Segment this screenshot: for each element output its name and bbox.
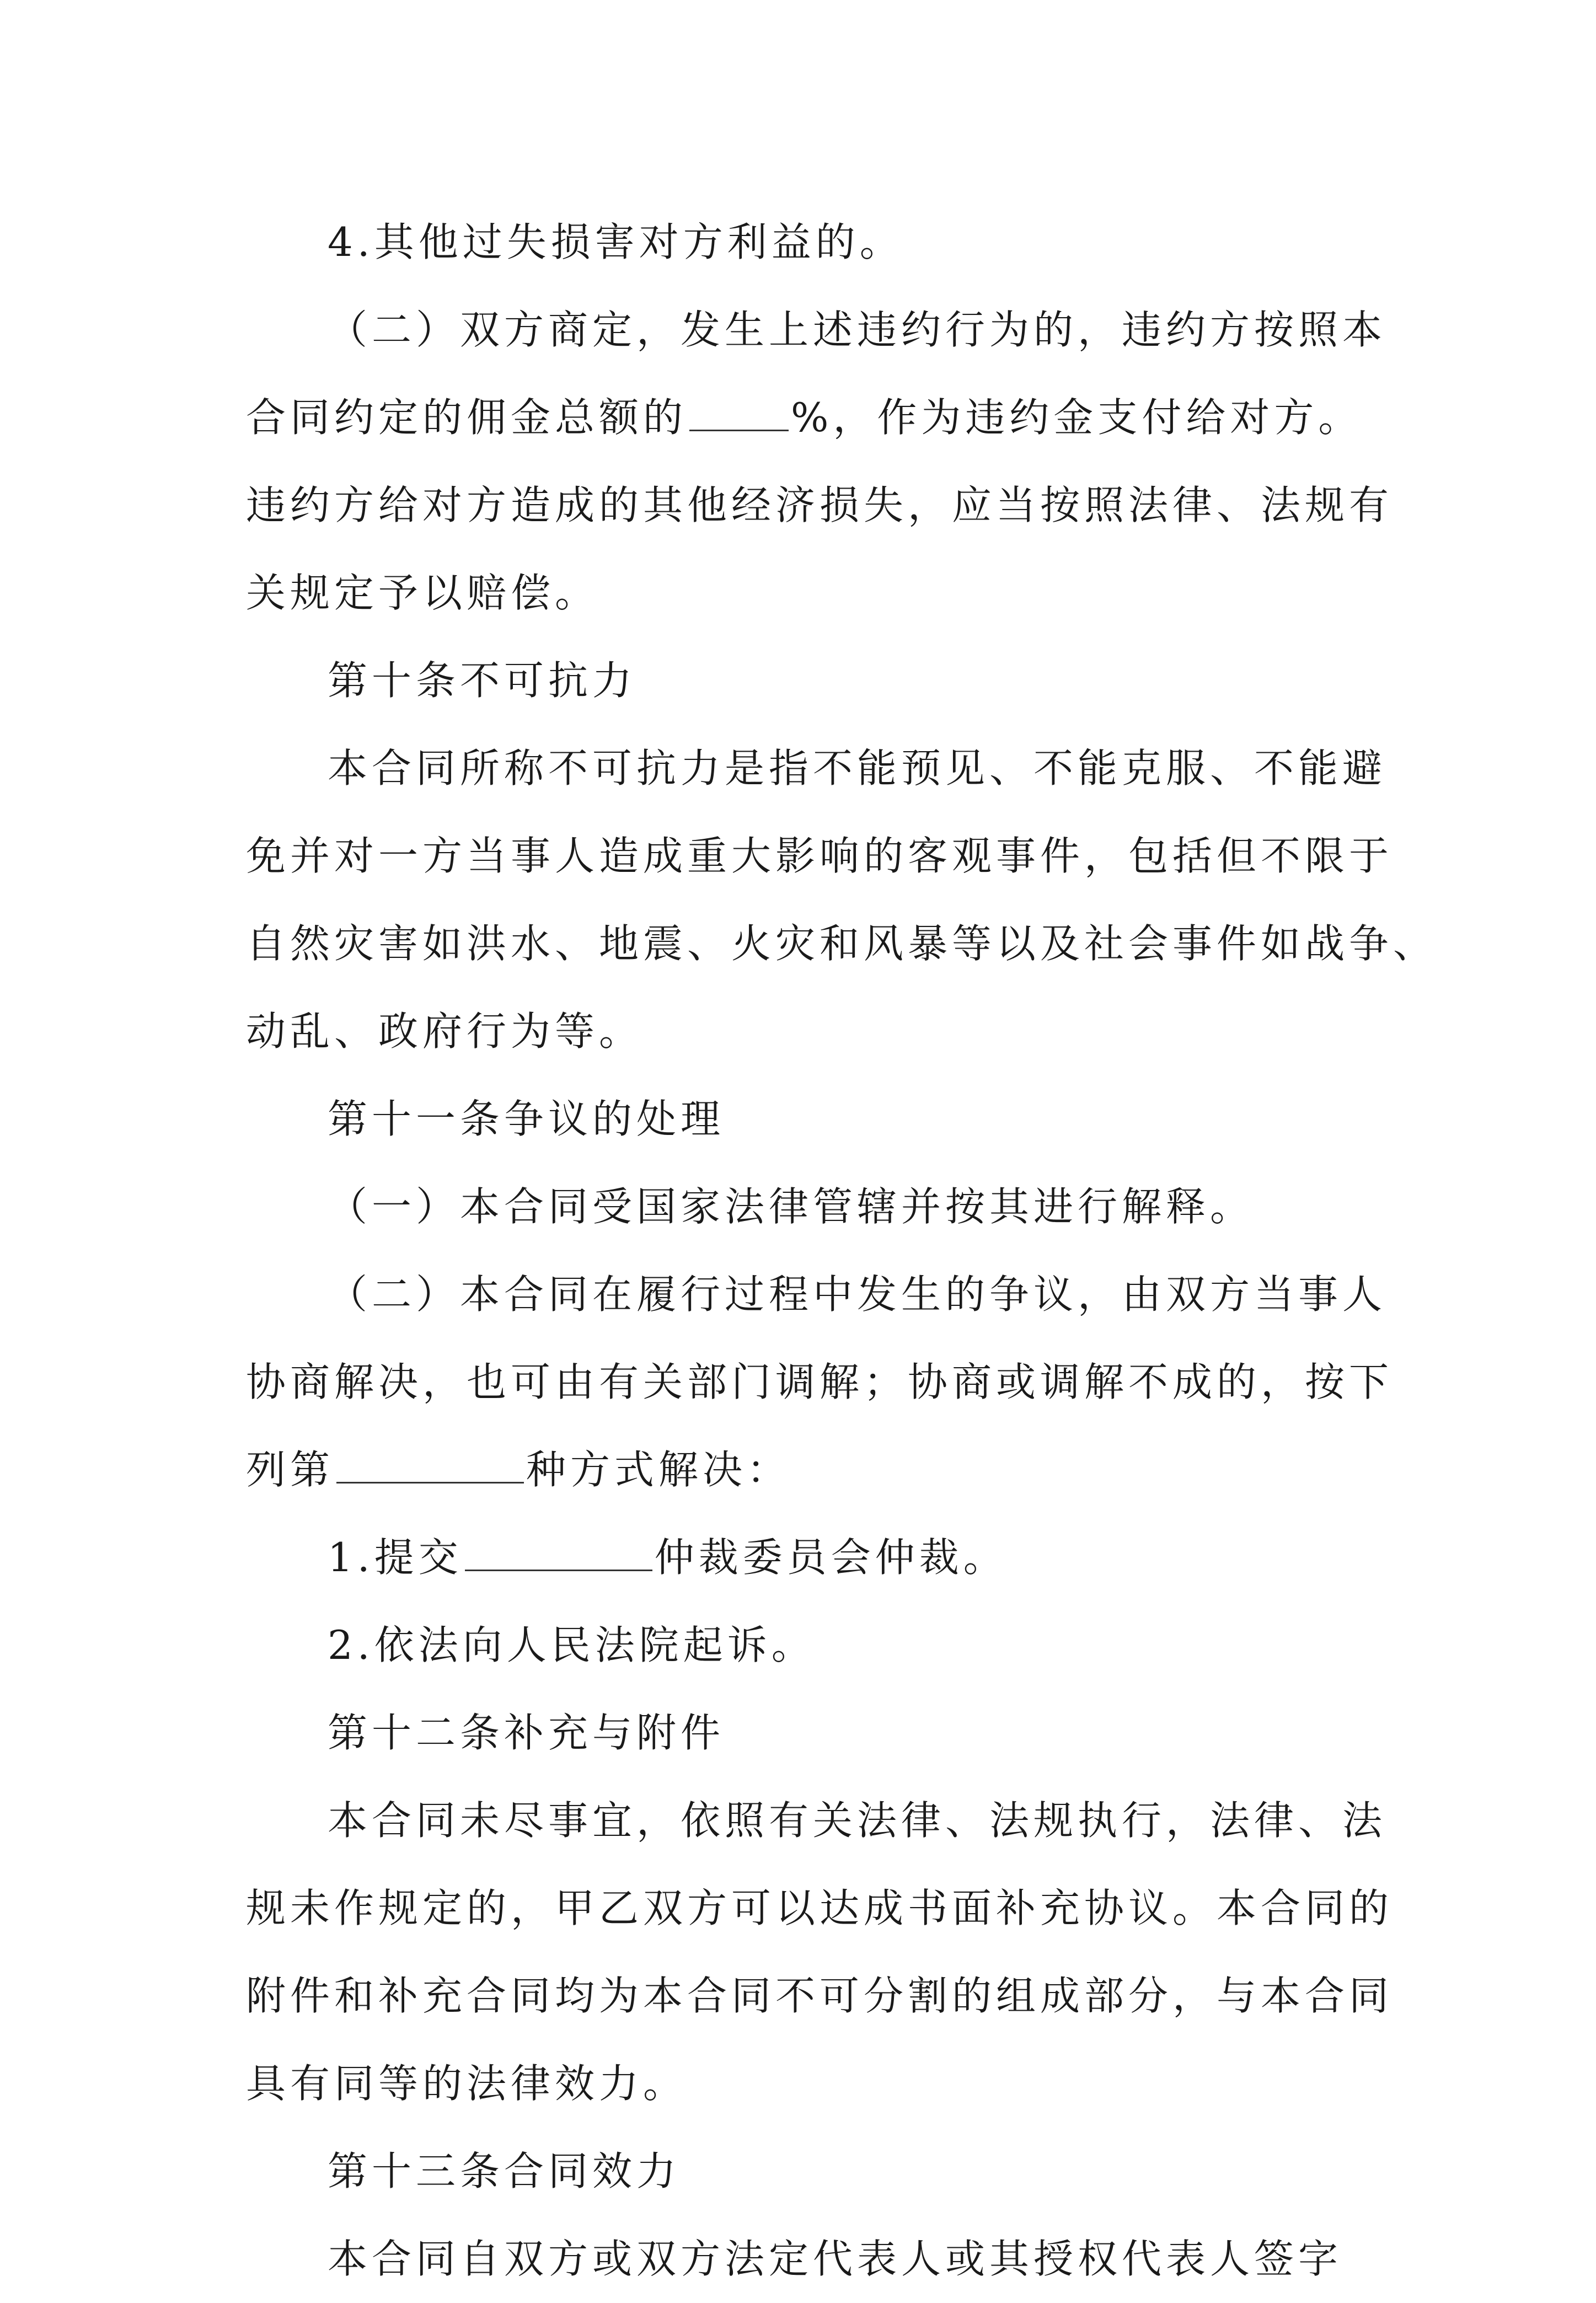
line-text: 协商解决，也可由有关部门调解；协商或调解不成的，按下 (246, 1359, 1394, 1405)
text-line (246, 1338, 1394, 1426)
heading-text: 第十三条合同效力 (328, 2148, 681, 2194)
text-line (246, 1163, 1354, 1251)
line-text: 本合同未尽事宜，依照有关法律、法规执行，法律、法 (328, 1797, 1387, 1844)
line-text: 自然灾害如洪水、地震、火灾和风暴等以及社会事件如战争、 (246, 920, 1438, 967)
line-text: 合同约定的佣金总额的 (246, 394, 688, 441)
line-text: 动乱、政府行为等。 (246, 1008, 644, 1054)
text-line (246, 900, 1438, 988)
text-line (246, 2040, 1354, 2128)
line-text: 2.依法向人民法院起诉。 (328, 1622, 816, 1668)
line-text: 免并对一方当事人造成重大影响的客观事件，包括但不限于 (246, 833, 1394, 879)
section-heading (246, 1689, 1354, 1777)
line-text: 附件和补充合同均为本合同不可分割的组成部分，与本合同 (246, 1973, 1394, 2019)
line-text: （二）本合同在履行过程中发生的争议，由双方当事人 (328, 1271, 1387, 1317)
fill-in-blank (336, 1439, 524, 1483)
line-text: 列第 (246, 1447, 335, 1493)
line-text: %，作为违约金支付给对方。 (791, 394, 1363, 441)
text-line (246, 988, 1354, 1075)
document-body (246, 199, 1438, 2303)
line-text: 关规定予以赔偿。 (246, 570, 599, 616)
section-heading (246, 637, 1354, 725)
line-text: （一）本合同受国家法律管辖并按其进行解释。 (328, 1183, 1255, 1230)
line-text: 种方式解决： (526, 1447, 791, 1493)
line-text: 本合同所称不可抗力是指不能预见、不能克服、不能避 (328, 745, 1387, 791)
text-line (246, 286, 1387, 374)
text-line (246, 462, 1394, 549)
text-line (246, 1952, 1394, 2040)
line-text: 违约方给对方造成的其他经济损失，应当按照法律、法规有 (246, 482, 1394, 528)
line-text: 仲裁委员会仲裁。 (654, 1534, 1008, 1581)
text-line (246, 1602, 1354, 1689)
section-heading (246, 1075, 1354, 1163)
fill-in-blank (465, 1527, 652, 1571)
fill-in-blank (689, 387, 789, 431)
heading-text: 第十一条争议的处理 (328, 1096, 725, 1142)
text-line (246, 1514, 1354, 1602)
text-line (246, 199, 1354, 286)
line-text: 1.提交 (328, 1534, 463, 1581)
line-text: 本合同自双方或双方法定代表人或其授权代表人签字 (328, 2236, 1343, 2282)
line-text: 规未作规定的，甲乙双方可以达成书面补充协议。本合同的 (246, 1885, 1394, 1931)
text-line (246, 812, 1394, 900)
heading-text: 第十条不可抗力 (328, 657, 637, 704)
line-text: （二）双方商定，发生上述违约行为的，违约方按照本 (328, 307, 1387, 353)
heading-text: 第十二条补充与附件 (328, 1710, 725, 1756)
text-line (246, 374, 1363, 462)
text-line (246, 2215, 1354, 2303)
text-line (246, 1426, 1354, 1514)
text-line (246, 725, 1387, 812)
text-line (246, 549, 1354, 637)
text-line (246, 1251, 1387, 1338)
text-line (246, 1777, 1387, 1865)
section-heading (246, 2128, 1354, 2215)
text-line (246, 1865, 1394, 1952)
line-text: 4.其他过失损害对方利益的。 (328, 219, 904, 265)
line-text: 具有同等的法律效力。 (246, 2060, 688, 2107)
